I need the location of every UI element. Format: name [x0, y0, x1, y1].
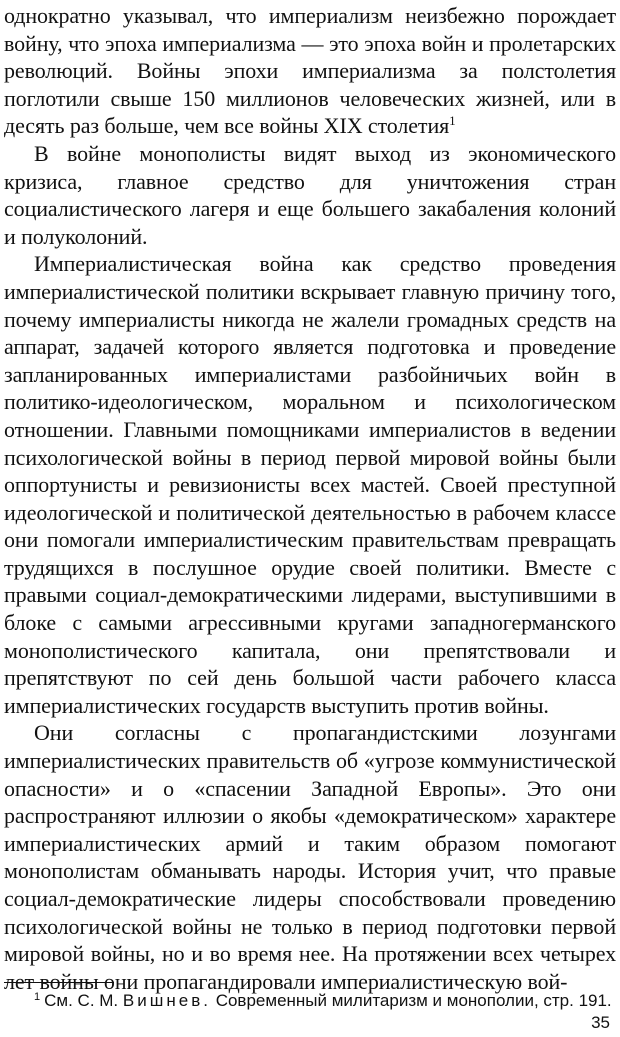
footnote-reference: 1 [449, 113, 456, 129]
paragraph-2: В войне монополисты видят выход из экономического кризиса, главное средство для уничтожения стран социалистического лагеря и еще большего закабаления колоний и полуколоний. [4, 140, 616, 249]
page-number: 35 [591, 1013, 610, 1032]
paragraph-4: Они согласны с пропагандистскими лозунгами империалистических правительств об «угрозе коммунистической опасности» и о «спасении Западной Европы». Это они распространяют иллюзии о якобы «демократическом» характере империалистических армий и таким образом помогают монополистам обманывать народы. История учит, что правые социал-демократические лидеры способствовали проведению психологической войны не только в период подготовки первой мировой войны, но и во время нее. На протяжении всех четырех лет войны они пропагандировали империалистическую вой- [4, 720, 616, 994]
footnote-divider [4, 982, 114, 983]
book-page [4, 2, 616, 1035]
main-text [4, 2, 616, 995]
footnote [4, 990, 616, 1012]
paragraph-3: Империалистическая война как средство проведения империалистической политики вскрывает главную причину того, почему империалисты никогда не жалели громадных средств на аппарат, задачей которого является подготовка и проведение запланированных империалистами разбойничьих войн в политико-идеологическом, моральном и психологическом отношении. Главными помощниками империалистов в ведении психологической войны в период первой мировой войны были оппортунисты и ревизионисты всех мастей. Своей преступной идеологической и политической деятельностью в рабочем классе они помогали империалистическим правительствам превращать трудящихся в послушное орудие своей политики. Вместе с правыми социал-демократическими лидерами, выступившими в блоке с самыми агрессивными кругами западногерманского монополистического капитала, они препятствовали и препятствуют по сей день большой части рабочего класса империалистических государств выступить против войны. [4, 251, 616, 718]
footnote-prefix: См. С. М. [44, 991, 119, 1010]
footnote-source: Современный милитаризм и монополии, стр. 191. [215, 991, 612, 1010]
footnote-mark: 1 [34, 991, 41, 1003]
footnote-author: Вишнев. [122, 991, 211, 1010]
paragraph-1 [4, 2, 616, 140]
paragraph-1-text: однократно указывал, что империализм неизбежно порождает войну, что эпоха империализма — это эпоха войн и пролетарских революций. Войны эпохи империализма за полстолетия поглотили свыше 150 миллионов человеческих жизней, или в десять раз больше, чем все войны XIX столетия [4, 3, 616, 139]
